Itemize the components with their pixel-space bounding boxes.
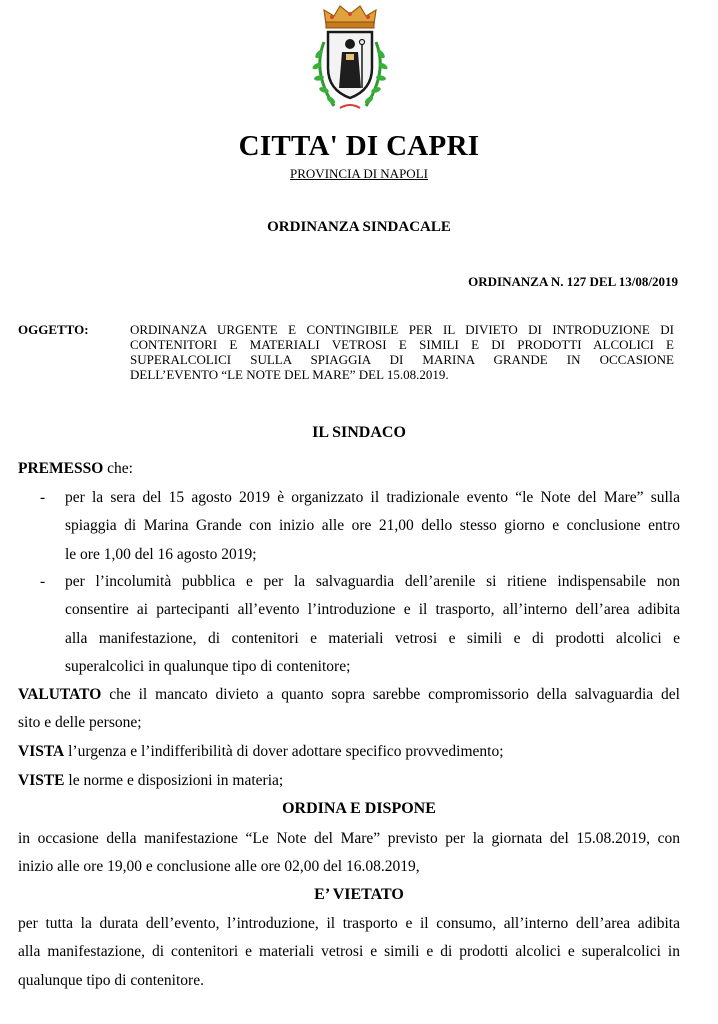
ordina-heading: ORDINA E DISPONE (282, 800, 436, 817)
vietato-heading: E’ VIETATO (314, 886, 404, 903)
vietato-line: per tutta la durata dell’evento, l’introduzione, il trasporto e il consumo, all’interno dell’area adibita (18, 915, 680, 932)
province-subtitle: PROVINCIA DI NAPOLI (290, 166, 428, 181)
subject-text (130, 322, 674, 382)
bullet-line: per la sera del 15 agosto 2019 è organizzato il tradizionale evento “le Note del Mare” sulla (65, 489, 680, 506)
viste-keyword: VISTE (18, 772, 65, 789)
bullet-dash: - (40, 489, 46, 506)
premesso-keyword: PREMESSO (18, 460, 104, 477)
vista-keyword: VISTA (18, 743, 65, 760)
ordina-line: inizio alle ore 19,00 e conclusione alle ore 02,00 del 16.08.2019, (18, 858, 420, 875)
bullet-dash: - (40, 573, 46, 590)
viste-paragraph (18, 772, 680, 790)
vietato-line: qualunque tipo di contenitore. (18, 972, 204, 989)
valutato-text: che il mancato divieto a quanto sopra sarebbe compromissorio della salvaguardia del (101, 686, 680, 703)
bullet-line: spiaggia di Marina Grande con inizio alle ore 21,00 dello stesso giorno e conclusione entro (65, 517, 680, 534)
subject-line: DELL’EVENTO “LE NOTE DEL MARE” DEL 15.08.2019. (130, 367, 449, 382)
il-sindaco-heading: IL SINDACO (312, 424, 406, 441)
ordina-line: in occasione della manifestazione “Le Note del Mare” previsto per la giornata del 15.08.2019, con (18, 830, 680, 847)
document-type: ORDINANZA SINDACALE (267, 219, 451, 235)
subject-label: OGGETTO: (18, 322, 89, 337)
valutato-line (18, 686, 680, 704)
bullet-line: superalcolici in qualunque tipo di contenitore; (65, 658, 351, 675)
bullet-line: per l’incolumità pubblica e per la salvaguardia dell’arenile si ritiene indispensabile non (65, 573, 680, 590)
bullet-line: alla manifestazione, di contenitori e materiali vetrosi e simili e di prodotti alcolici e (65, 630, 680, 647)
subject-line: SUPERALCOLICI SULLA SPIAGGIA DI MARINA GRANDE IN OCCASIONE (130, 352, 674, 367)
bullet-line: consentire ai partecipanti all’evento l’introduzione e il trasporto, all’interno dell’area adibita (65, 601, 680, 618)
vista-paragraph (18, 743, 680, 761)
valutato-line: sito e delle persone; (18, 714, 142, 731)
premesso-text: che: (103, 460, 133, 477)
premesso-paragraph (18, 460, 680, 478)
viste-text: le norme e disposizioni in materia; (64, 772, 284, 789)
vietato-line: alla manifestazione, di contenitori e materiali vetrosi e simili e di prodotti alcolici e superalcolici in (18, 943, 680, 960)
capri-crest-icon (302, 2, 398, 120)
vista-text: l’urgenza e l’indifferibilità di dover adottare specifico provvedimento; (64, 743, 504, 760)
subject-line: ORDINANZA URGENTE E CONTINGIBILE PER IL DIVIETO DI INTRODUZIONE DI (130, 322, 674, 337)
valutato-keyword: VALUTATO (18, 686, 102, 703)
ordinance-number: ORDINANZA N. 127 DEL 13/08/2019 (468, 274, 678, 289)
subject-line: CONTENITORI E MATERIALI VETROSI E SIMILI E DI PRODOTTI ALCOLICI E (130, 337, 674, 352)
city-title: CITTA' DI CAPRI (238, 130, 480, 162)
bullet-line: le ore 1,00 del 16 agosto 2019; (65, 546, 257, 563)
